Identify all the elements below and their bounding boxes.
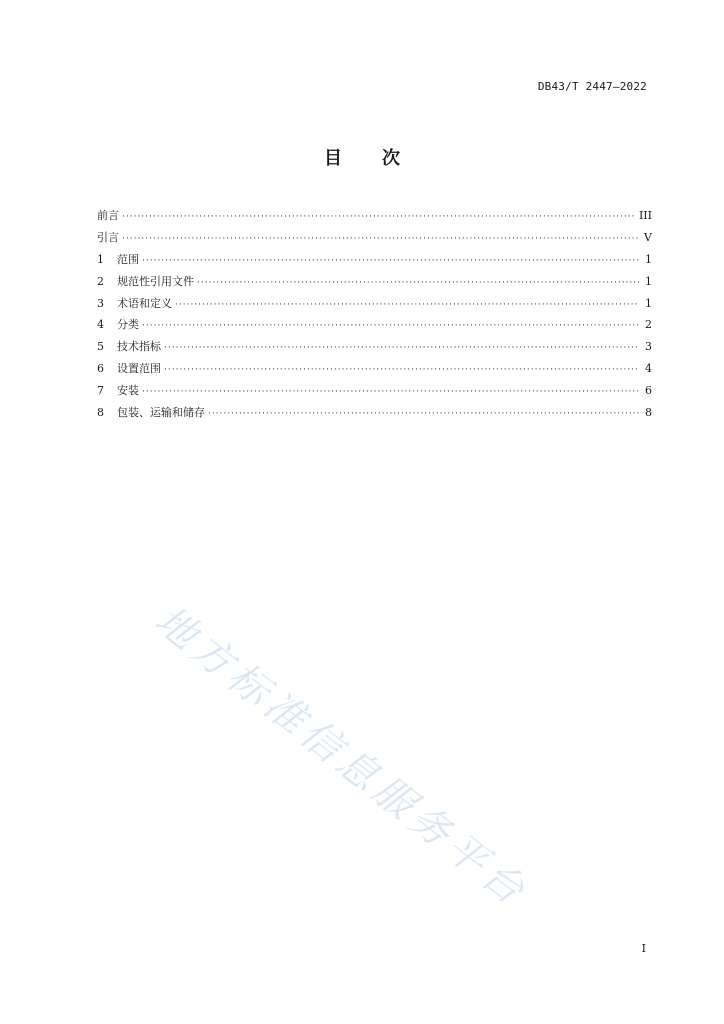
toc-entry-page: 1 xyxy=(645,252,652,266)
toc-entry-label: 规范性引用文件 xyxy=(117,274,194,288)
toc-title-left: 目 xyxy=(324,148,342,169)
toc-entry-4[interactable] xyxy=(97,314,652,336)
toc-title-right: 次 xyxy=(382,148,400,169)
toc-entry-number: 4 xyxy=(97,318,104,332)
toc-leader-dots xyxy=(122,229,639,251)
table-of-contents xyxy=(97,205,652,424)
toc-entry-number: 5 xyxy=(97,340,104,354)
toc-entry-number: 6 xyxy=(97,362,104,376)
toc-entry-7[interactable] xyxy=(97,380,652,402)
toc-entry-page: 2 xyxy=(645,318,652,332)
toc-entry-label: 技术指标 xyxy=(117,340,161,354)
toc-entry-label: 术语和定义 xyxy=(117,296,172,310)
document-code: DB43/T 2447—2022 xyxy=(537,80,647,93)
toc-entry-label: 设置范围 xyxy=(117,362,161,376)
toc-entry-3[interactable] xyxy=(97,293,652,315)
toc-entry-foreword[interactable] xyxy=(97,205,652,227)
toc-leader-dots xyxy=(175,295,639,317)
toc-entry-label: 包装、运输和储存 xyxy=(117,406,205,420)
page-number: I xyxy=(641,942,646,955)
toc-leader-dots xyxy=(142,316,639,338)
toc-entry-page: 1 xyxy=(645,274,652,288)
toc-leader-dots xyxy=(197,273,639,295)
toc-entry-label: 分类 xyxy=(117,318,139,332)
toc-entry-label: 前言 xyxy=(97,209,119,222)
toc-entry-1[interactable] xyxy=(97,249,652,271)
toc-entry-page: III xyxy=(638,209,652,222)
toc-entry-page: 3 xyxy=(645,340,652,354)
toc-leader-dots xyxy=(142,251,639,273)
toc-entry-2[interactable] xyxy=(97,271,652,293)
toc-leader-dots xyxy=(122,207,636,229)
toc-entry-8[interactable] xyxy=(97,402,652,424)
toc-entry-page: 8 xyxy=(645,406,652,420)
toc-entry-6[interactable] xyxy=(97,358,652,380)
toc-leader-dots xyxy=(208,404,639,426)
toc-entry-page: 1 xyxy=(645,296,652,310)
toc-entry-label: 引言 xyxy=(97,230,119,244)
toc-entry-5[interactable] xyxy=(97,336,652,358)
toc-entry-number: 2 xyxy=(97,274,104,288)
toc-entry-number: 7 xyxy=(97,384,104,398)
toc-entry-number: 8 xyxy=(97,406,104,420)
toc-entry-number: 3 xyxy=(97,296,104,310)
toc-entry-label: 范围 xyxy=(117,252,139,266)
toc-leader-dots xyxy=(142,382,639,404)
toc-entry-label: 安装 xyxy=(117,384,139,398)
toc-entry-page: 4 xyxy=(645,362,652,376)
toc-leader-dots xyxy=(164,360,639,382)
toc-title xyxy=(0,144,724,170)
toc-entry-number: 1 xyxy=(97,252,104,266)
toc-entry-introduction[interactable] xyxy=(97,227,652,249)
toc-entry-page: V xyxy=(644,230,652,244)
toc-entry-page: 6 xyxy=(645,384,652,398)
watermark: 地方标准信息服务平台 xyxy=(146,597,537,917)
toc-leader-dots xyxy=(164,338,639,360)
